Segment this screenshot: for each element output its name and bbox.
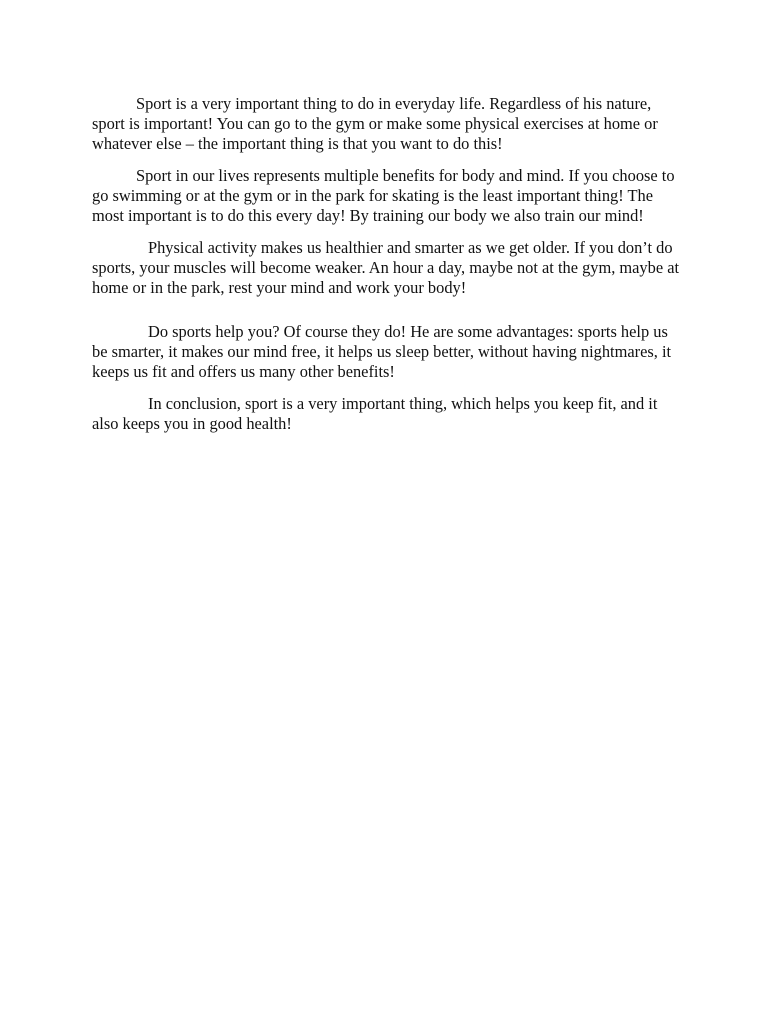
paragraph-1: Sport is a very important thing to do in everyday life. Regardless of his nature, sport is important! You can go to the gym or make some physical exercises at home or whatever else – the important thing is that you want to do this! [92, 94, 658, 153]
paragraph-4: Do sports help you? Of course they do! He are some advantages: sports help us be smarter, it makes our mind free, it helps us sleep better, without having nightmares, it keeps us fit and offers us many other benefits! [92, 322, 672, 381]
document-body [92, 94, 682, 434]
paragraph-3: Physical activity makes us healthier and smarter as we get older. If you don’t do sports, your muscles will become weaker. An hour a day, maybe not at the gym, maybe at home or in the park, rest your mind and work your body! [92, 238, 680, 297]
paragraph-2: Sport in our lives represents multiple benefits for body and mind. If you choose to go swimming or at the gym or in the park for skating is the least important thing! The most important is to do this every day! By training our body we also train our mind! [92, 166, 675, 225]
paragraph-5: In conclusion, sport is a very important thing, which helps you keep fit, and it also keeps you in good health! [92, 394, 658, 433]
